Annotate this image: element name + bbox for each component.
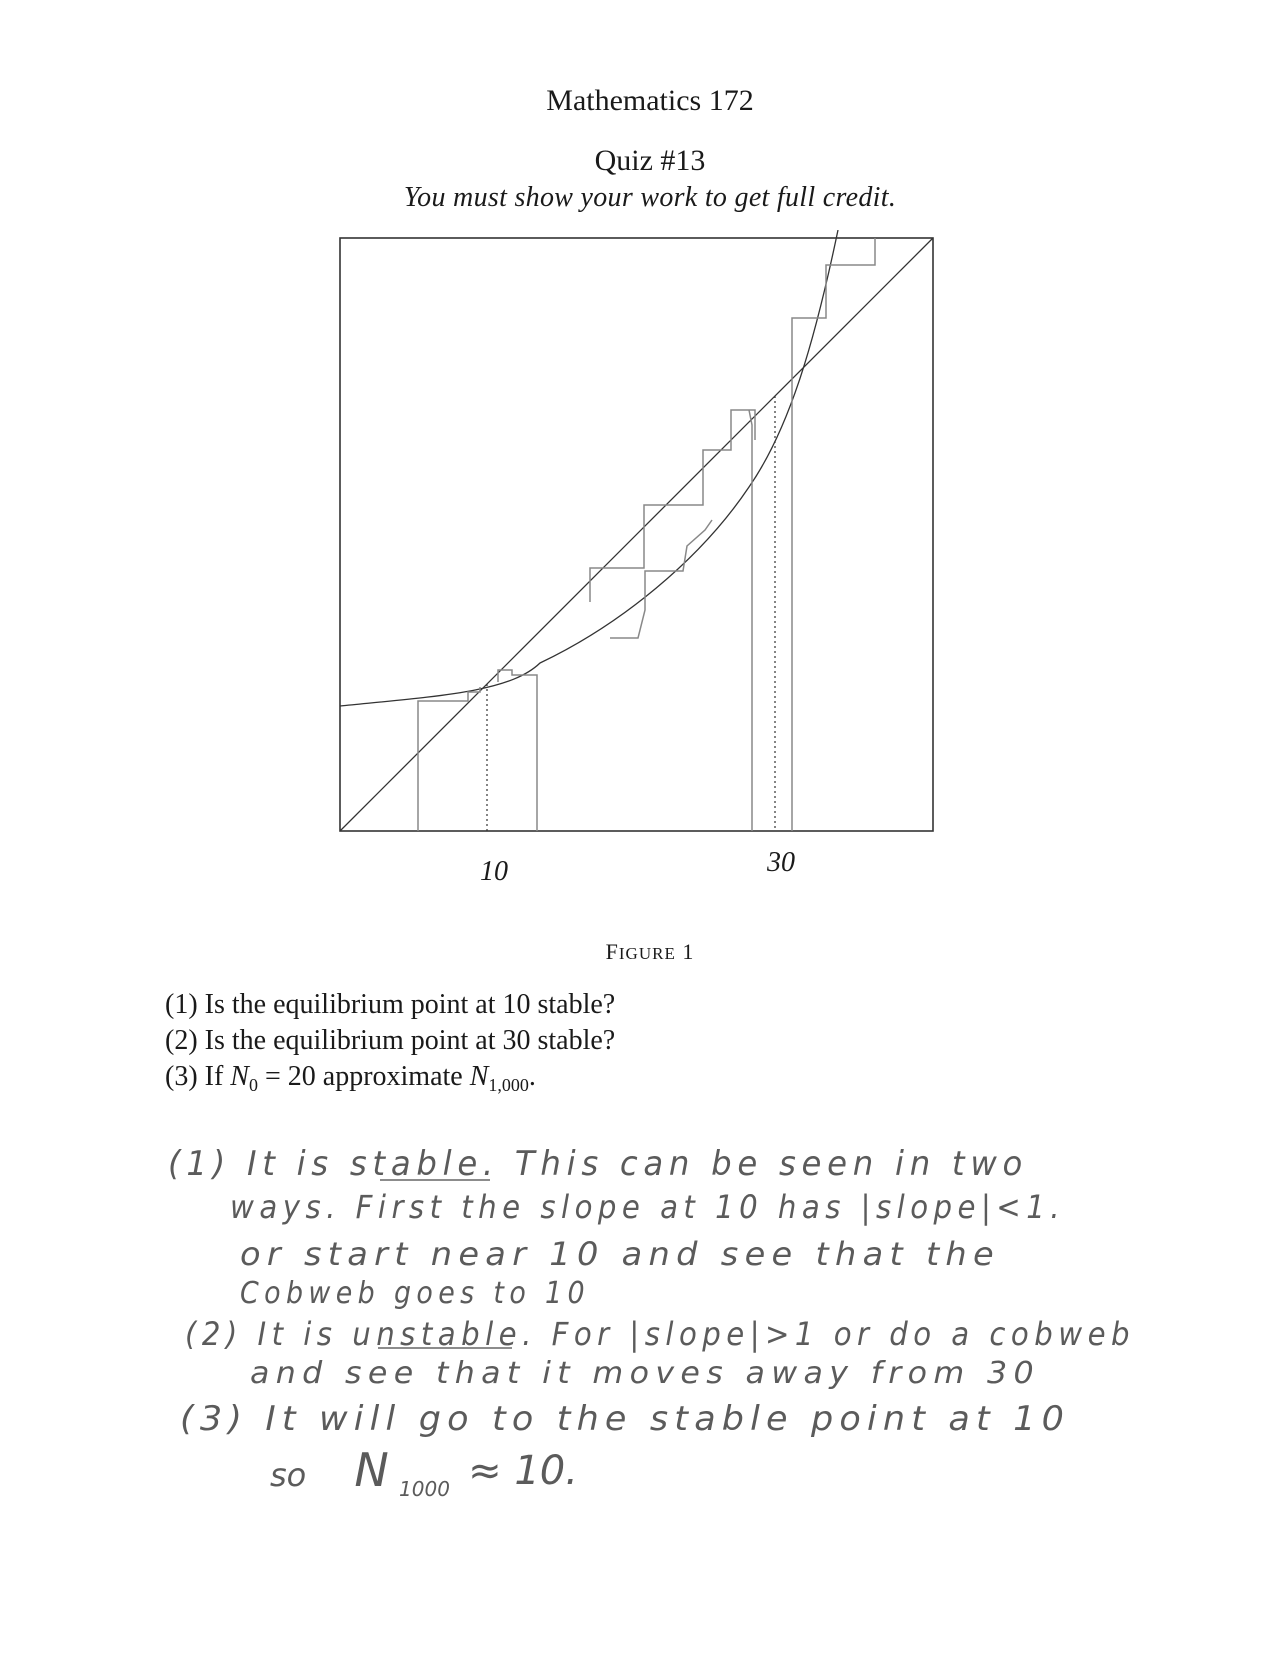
q3-prefix: (3) If bbox=[165, 1061, 231, 1092]
answer-3-line-1: (3) It will go to the stable point at 10 bbox=[180, 1399, 1070, 1439]
x-axis-label-30: 30 bbox=[767, 847, 795, 878]
answer-1-line-2: ways. First the slope at 10 has |slope|<1. bbox=[230, 1188, 1065, 1226]
answer-2-line-1: (2) It is unstable. For |slope|>1 or do a cobweb bbox=[185, 1315, 1135, 1353]
q3-mid: = 20 approximate bbox=[257, 1061, 470, 1092]
q3-sub-1000: 1,000 bbox=[488, 1075, 529, 1095]
q3-var-n1000: N bbox=[469, 1061, 489, 1092]
a3-approx-value: ≈ 10. bbox=[468, 1448, 578, 1494]
answer-1-line-4: Cobweb goes to 10 bbox=[240, 1276, 590, 1311]
q3-end: . bbox=[528, 1061, 536, 1092]
answer-1-line-1: (1) It is stable. This can be seen in two bbox=[168, 1144, 1028, 1184]
instructions: You must show your work to get full credit. bbox=[403, 182, 897, 213]
question-1: (1) Is the equilibrium point at 10 stable? bbox=[165, 989, 616, 1020]
q3-sub-0: 0 bbox=[248, 1075, 258, 1095]
a3-sub: 1000 bbox=[399, 1477, 450, 1501]
course-title: Mathematics 172 bbox=[546, 84, 754, 117]
q3-var-n0: N bbox=[230, 1061, 249, 1092]
caption-prefix: F bbox=[605, 939, 619, 964]
answer-3-line-2 bbox=[270, 1443, 578, 1504]
answer-1-line-3: or start near 10 and see that the bbox=[240, 1235, 1000, 1273]
answer-2-line-2: and see that it moves away from 30 bbox=[250, 1356, 1040, 1391]
x-axis-label-10: 10 bbox=[480, 856, 508, 887]
a3-n: N bbox=[354, 1443, 389, 1497]
caption-number: 1 bbox=[682, 939, 695, 964]
a3-so: so bbox=[270, 1456, 307, 1494]
caption-rest: IGURE bbox=[618, 944, 676, 963]
quiz-title: Quiz #13 bbox=[594, 144, 706, 177]
question-2: (2) Is the equilibrium point at 30 stable? bbox=[165, 1025, 616, 1056]
